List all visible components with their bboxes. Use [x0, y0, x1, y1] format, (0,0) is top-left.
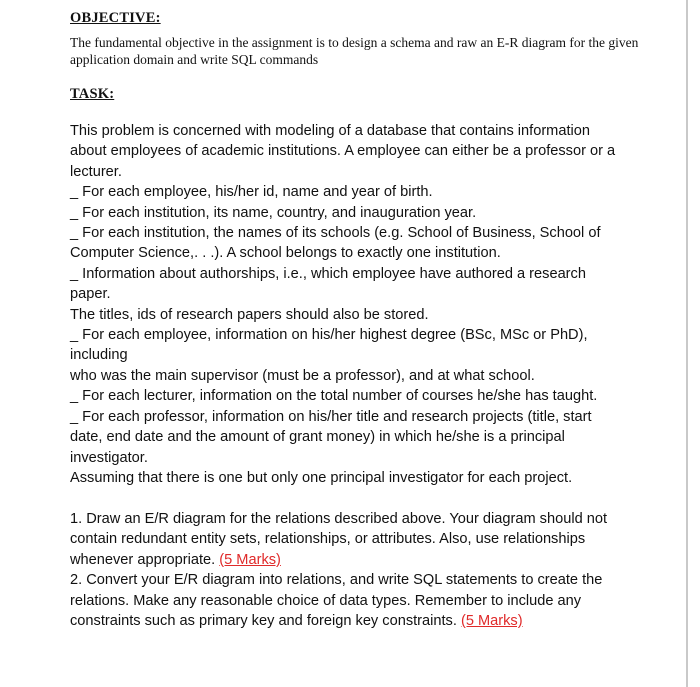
task-heading: TASK:	[70, 86, 115, 102]
question-1-line: 1. Draw an E/R diagram for the relations described above. Your diagram should not	[70, 511, 608, 527]
question-1-last-line	[70, 550, 670, 570]
task-line: _ For each employee, his/her id, name and year of birth.	[70, 184, 433, 201]
question-2-line: relations. Make any reasonable choice of data types. Remember to include any	[70, 592, 582, 609]
task-line: _ For each institution, the names of its schools (e.g. School of Business, School of	[70, 225, 601, 242]
question-2-last-line	[70, 611, 670, 631]
question-2-line: 2. Convert your E/R diagram into relations, and write SQL statements to create the	[70, 572, 603, 589]
task-line: Computer Science,. . .). A school belongs to exactly one institution.	[70, 245, 501, 262]
task-line: _ For each professor, information on his/her title and research projects (title, start	[70, 408, 592, 425]
objective-text: The fundamental objective in the assignment is to design a schema and raw an E-R diagram for the given application domain and write SQL commands	[70, 35, 639, 67]
question-1-text: whenever appropriate.	[70, 551, 216, 568]
task-line: who was the main supervisor (must be a professor), and at what school.	[70, 367, 535, 384]
task-description	[70, 121, 670, 488]
question-1-marks: (5 Marks)	[219, 551, 281, 568]
question-2-marks: (5 Marks)	[460, 613, 523, 630]
task-line: about employees of academic institutions. A employee can either be a professor or a	[70, 143, 616, 160]
task-line: date, end date and the amount of grant money) in which he/she is a principal	[70, 429, 565, 446]
objective-heading: OBJECTIVE:	[70, 10, 161, 26]
task-line: paper.	[70, 286, 111, 303]
question-list	[70, 509, 670, 631]
task-line: This problem is concerned with modeling of a database that contains information	[70, 123, 590, 139]
task-line: _ Information about authorships, i.e., which employee have authored a research	[70, 265, 586, 282]
question-1-line: contain redundant entity sets, relationships, or attributes. Also, use relationships	[70, 531, 586, 548]
task-line: lecturer.	[70, 163, 122, 180]
task-line: The titles, ids of research papers should also be stored.	[70, 306, 429, 323]
task-line: Assuming that there is one but only one principal investigator for each project.	[70, 469, 573, 486]
question-2-text: constraints such as primary key and foreign key constraints.	[70, 613, 457, 630]
task-line: _ For each employee, information on his/her highest degree (BSc, MSc or PhD),	[70, 327, 588, 344]
task-line: _ For each lecturer, information on the total number of courses he/she has taught.	[70, 388, 598, 405]
page-edge-divider	[686, 0, 688, 687]
task-line: including	[70, 347, 128, 364]
task-line: _ For each institution, its name, country, and inauguration year.	[70, 204, 477, 221]
task-line: investigator.	[70, 449, 148, 466]
